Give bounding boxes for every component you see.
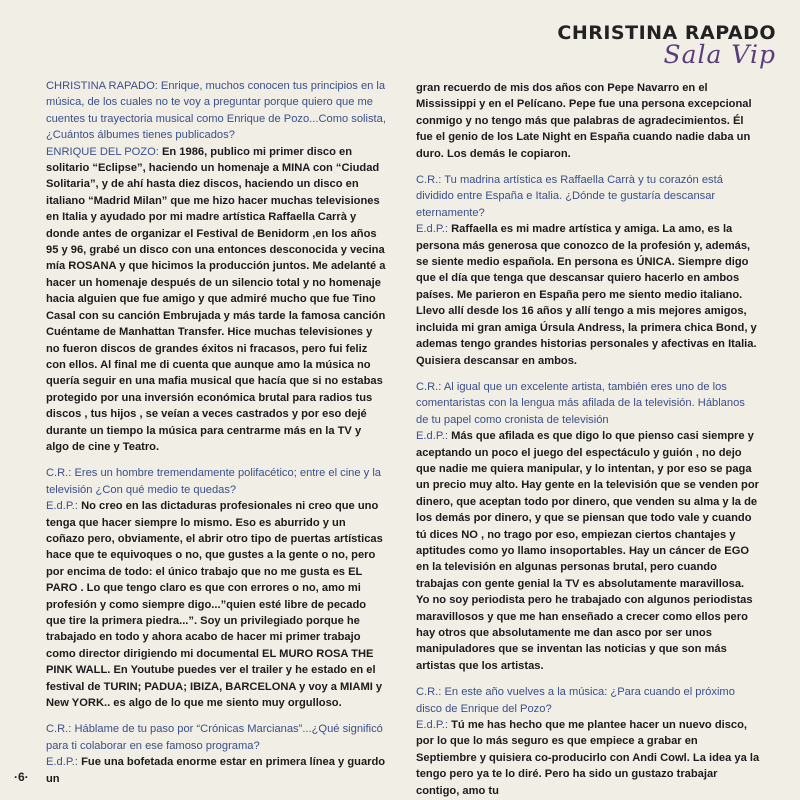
interview-answer — [416, 428, 760, 674]
paragraph-text: No creo en las dictaduras profesionales ni creo que uno tenga que hacer siempre lo mismo. Eso es aburrido y un coñazo pero, obviamente, el abrir otro tipo de puertas artísticas hace que te equivoques o no, que gustes a la gente o no, pero por encima de todo: el único trabajo que no me gusta es EL PARO . Lo que tengo claro es que con errores o no, amo mi profesión y como siempre digo...”quien esté libre de pecado que tire la primera piedra...”. Soy un privilegiado porque he trabajado en todo y ahora acabo de hacer mi primer trabajo como director dirigiendo mi documental EL MURO ROSA THE PINK WALL. En Youtube puedes ver el trailer y he estado en el festival de TURIN; PADUA; IBIZA, BARCELONA y voy a MIAMI y New YORK.. es algo de lo que me siento muy orgulloso. — [46, 500, 383, 710]
paragraph-gap — [416, 674, 760, 684]
paragraph-text: C.R.: Eres un hombre tremendamente polifacético; entre el cine y la televisión ¿Con qué medio te quedas? — [46, 467, 382, 496]
interview-answer — [46, 144, 386, 456]
speaker-label: E.d.P.: — [416, 430, 452, 443]
paragraph-text: gran recuerdo de mis dos años con Pepe Navarro en el Mississippi y en el Pelícano. Pepe fue una persona excepcional conmigo y no tengo más que palabras de agradecimientos. Él fue el genio de los Late Night en España cuando nadie daba un duro. Los demás le copiaron. — [416, 82, 752, 160]
speaker-label: E.d.P.: — [46, 756, 82, 769]
speaker-label: E.d.P.: — [46, 500, 82, 513]
interview-question — [416, 172, 760, 221]
interview-question — [46, 78, 386, 144]
paragraph-text: CHRISTINA RAPADO: Enrique, muchos conocen tus principios en la música, de los cuales no te voy a preguntar porque quiero que me cuentes tu trayectoria musical como Enrique de Pozo...Como solista, ¿Cuántos álbumes tienes publicados? — [46, 80, 386, 142]
section-title: Sala Vip — [663, 40, 776, 69]
interview-answer — [416, 221, 760, 369]
right-column — [416, 80, 760, 799]
paragraph-text: En 1986, publico mi primer disco en solitario “Eclipse”, haciendo un homenaje a MINA con “Ciudad Solitaria”, y de ahí hasta diez discos, haciendo un disco en italiano “Madrid Milan” que me hizo hacer muchas televisiones en Italia y ayudado por mi madre artística Raffaella Carrà y donde antes de organizar el Festival de Benidorm ,en los años 95 y 96, grabé un disco con una entonces desconocida y vecina mía ROSANA y que hicimos la producción juntos. Me adelanté a hacer un homenaje después de un silencio total y no homenaje hacia alguien que fue amigo y que admiré mucho que fue Tino Casal con su canción Embrujada y más tarde la famosa canción Cuéntame de Manhattan Transfer. Hice muchas televisiones y no fueron discos de grandes éxitos ni fracasos, pero fui feliz con ellos. Al final me di cuenta que aunque amo la música no quería seguir en una mafia musical que hacía que si no estabas protegido por una inversión económica brutal para radios tus discos , tus hijos , se veían a veces castrados y por eso dejé durante un tiempo la música para centrarme más en la TV y algo de cine y Teatro. — [46, 145, 386, 453]
paragraph-text: C.R.: Háblame de tu paso por “Crónicas Marcianas”...¿Qué significó para ti colaborar en ese famoso programa? — [46, 723, 383, 752]
paragraph-text: Más que afilada es que digo lo que pienso casi siempre y aceptando un poco el juego del espectáculo y guión , no dejo que nadie me quiera manipular, y lo intentan, y por eso se paga un precio muy alto. Hay gente en la televisión que se venden por dinero, que aceptan todo por dinero, que venden su alma y la de los demás por dinero, y que se piensan que todo vale y cuando tú dices NO , no trago por eso, empiezan ciertos chantajes y aptitudes como yo llamo insoportables. Hay un cáncer de EGO en la televisión en algunas personas brutal, pero cuando trabajas con gente genial la TV es absolutamente maravillosa. Yo no soy periodista pero he trabajado con algunos periodistas maravillosos y que me han enseñado a crecer como ellos pero hay otros que absolutamente me dan asco por ser unos manipuladores que se inventan las noticias y que son más artistas que los artistas. — [416, 430, 759, 672]
paragraph-text: Fue una bofetada enorme estar en primera línea y guardo un — [46, 756, 386, 785]
interview-question — [46, 721, 386, 754]
paragraph-gap — [46, 711, 386, 721]
speaker-label: ENRIQUE DEL POZO: — [46, 145, 162, 158]
paragraph-text: C.R.: En este año vuelves a la música: ¿Para cuando el próximo disco de Enrique del Pozo? — [416, 686, 735, 715]
interview-answer — [416, 80, 760, 162]
paragraph-text: C.R.: Al igual que un excelente artista, también eres uno de los comentaristas con la lengua más afilada de la televisión. Háblanos de tu papel como cronista de televisión — [416, 380, 745, 426]
header-name: CHRISTINA RAPADO — [557, 22, 776, 44]
speaker-label: E.d.P.: — [416, 719, 452, 732]
interview-answer — [416, 717, 760, 799]
paragraph-text: C.R.: Tu madrina artística es Raffaella Carrà y tu corazón está dividido entre España e Italia. ¿Dónde te gustaría descansar eternamente? — [416, 174, 723, 219]
paragraph-gap — [416, 369, 760, 379]
interview-answer — [46, 498, 386, 711]
interview-question — [416, 684, 760, 717]
speaker-label: E.d.P.: — [416, 223, 452, 236]
interview-question — [416, 379, 760, 428]
page-number: ·6· — [14, 770, 29, 784]
left-column — [46, 78, 386, 787]
interview-answer — [46, 754, 386, 787]
paragraph-gap — [416, 162, 760, 172]
paragraph-text: Raffaella es mi madre artística y amiga. La amo, es la persona más generosa que conozco de la profesión y, además, se siente medio española. En persona es ÚNICA. Siempre digo que el día que tenga que descansar quiero hacerlo en ambos países. Me parieron en España pero me siento medio italiano. Llevo allí desde los 16 años y allí tengo a mis mejores amigos, incluida mi gran amiga Úrsula Andress, la primera chica Bond, y ademas tengo grandes historias personales y afectivas en Italia. Quisiera descansar en ambos. — [416, 223, 757, 367]
interview-question — [46, 465, 386, 498]
paragraph-gap — [46, 455, 386, 465]
paragraph-text: Tú me has hecho que me plantee hacer un nuevo disco, por lo que lo más seguro es que empiece a grabar en Septiembre y quisiera co-producirlo con Andi Cowl. La idea ya la tengo pero ya te lo diré. Pero ha sido un gustazo trabajar contigo, amo tu — [416, 719, 760, 797]
